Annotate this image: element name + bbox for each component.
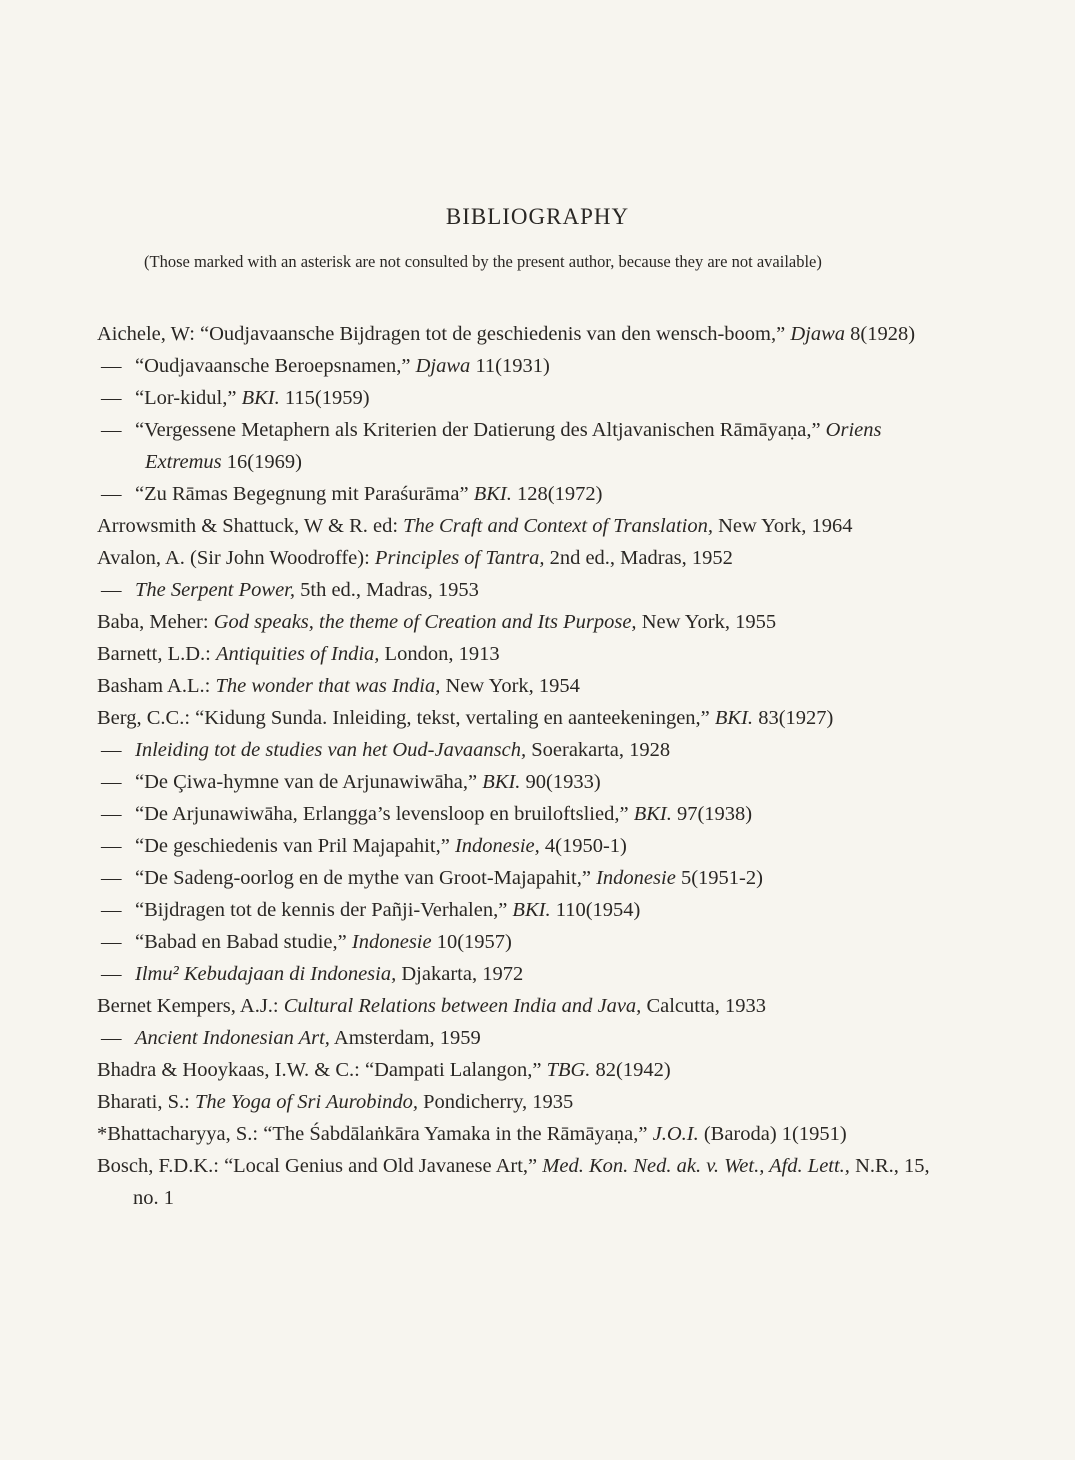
entry-title: Oriens Extremus (145, 419, 882, 473)
page-title: BIBLIOGRAPHY (445, 204, 630, 229)
bibliography-entry (97, 990, 937, 1022)
entry-text: N.R., 15, no. 1 (133, 1155, 930, 1209)
bibliography-entry (97, 766, 937, 798)
entry-text: “Oudjavaansche Beroepsnamen,” (135, 355, 416, 377)
ditto-dash: — (101, 931, 122, 953)
entry-text: New York, 1964 (712, 515, 853, 537)
entry-text: Amsterdam, 1959 (329, 1027, 481, 1049)
entry-text: London, 1913 (379, 643, 500, 665)
entry-text: 97(1938) (671, 803, 753, 825)
entry-text: Barnett, L.D.: (97, 643, 216, 665)
entry-title: Principles of Tantra, (374, 547, 545, 569)
bibliography-entry (97, 734, 937, 766)
entry-text: Pondicherry, 1935 (418, 1091, 574, 1113)
entry-text: “Vergessene Metaphern als Kriterien der Datierung des Altjavanischen Rāmāyaṇa,” (135, 419, 826, 441)
bibliography-entry (97, 926, 937, 958)
entry-title: The Serpent Power, (135, 579, 295, 601)
entry-text: Arrowsmith & Shattuck, W & R. ed: (97, 515, 404, 537)
entry-text: “Zu Rāmas Begegnung mit Paraśurāma” (135, 483, 474, 505)
ditto-dash: — (101, 579, 122, 601)
entry-text: “Babad en Babad studie,” (135, 931, 352, 953)
entry-title: The Craft and Context of Translation, (403, 515, 713, 537)
entry-title: BKI. (241, 387, 280, 409)
bibliography-entry (97, 1150, 937, 1214)
ditto-dash: — (101, 739, 122, 761)
entry-text: “De Çiwa-hymne van de Arjunawiwāha,” (135, 771, 483, 793)
entry-title: Ancient Indonesian Art, (135, 1027, 330, 1049)
entry-text: 10(1957) (431, 931, 512, 953)
entry-title: BKI. (482, 771, 521, 793)
ditto-dash: — (101, 387, 122, 409)
entry-title: J.O.I. (652, 1123, 699, 1145)
entry-text: Calcutta, 1933 (641, 995, 766, 1017)
entry-text: 90(1933) (520, 771, 601, 793)
bibliography-entry (97, 702, 937, 734)
bibliography-entry (97, 862, 937, 894)
entry-title: TBG. (546, 1059, 591, 1081)
ditto-dash: — (101, 771, 122, 793)
bibliography-entry (97, 638, 937, 670)
entry-title: BKI. (473, 483, 512, 505)
entry-title: Med. Kon. Ned. ak. v. Wet., Afd. Lett., (542, 1155, 850, 1177)
entry-text: Avalon, A. (Sir John Woodroffe): (97, 547, 375, 569)
bibliography-entry (97, 574, 937, 606)
bibliography-entry (97, 606, 937, 638)
entry-text: Djakarta, 1972 (396, 963, 524, 985)
bibliography-entry (97, 350, 937, 382)
entry-title: Indonesie, (454, 835, 540, 857)
entry-text: 115(1959) (279, 387, 370, 409)
entry-title: Cultural Relations between India and Java, (283, 995, 642, 1017)
bibliography-list (97, 318, 937, 1214)
entry-title: BKI. (714, 707, 754, 729)
ditto-dash: — (101, 899, 122, 921)
ditto-dash: — (101, 419, 122, 441)
bibliography-entry (97, 318, 937, 350)
entry-title: Indonesie (596, 867, 676, 889)
entry-title: The Yoga of Sri Aurobindo, (194, 1091, 419, 1113)
entry-text: (Baroda) 1(1951) (698, 1123, 847, 1145)
ditto-dash: — (101, 803, 122, 825)
entry-title: BKI. (633, 803, 672, 825)
entry-text: 2nd ed., Madras, 1952 (544, 547, 733, 569)
bibliography-entry (97, 1022, 937, 1054)
bibliography-entry (97, 414, 937, 478)
entry-text: “Bijdragen tot de kennis der Pañji-Verhalen,” (135, 899, 513, 921)
bibliography-entry (97, 830, 937, 862)
bibliography-note: (Those marked with an asterisk are not consulted by the present author, because they are not available) (144, 252, 822, 271)
entry-text: 5(1951-2) (675, 867, 763, 889)
ditto-dash: — (101, 835, 122, 857)
ditto-dash: — (101, 355, 122, 377)
entry-text: “De Sadeng-oorlog en de mythe van Groot-Majapahit,” (135, 867, 597, 889)
ditto-dash: — (101, 867, 122, 889)
bibliography-entry (97, 798, 937, 830)
entry-text: Bhadra & Hooykaas, I.W. & C.: “Dampati Lalangon,” (97, 1059, 547, 1081)
entry-text: 11(1931) (470, 355, 550, 377)
entry-text: New York, 1955 (636, 611, 777, 633)
entry-text: 16(1969) (221, 451, 302, 473)
entry-text: 110(1954) (550, 899, 641, 921)
entry-text: Soerakarta, 1928 (526, 739, 671, 761)
entry-text: “Lor-kidul,” (135, 387, 242, 409)
entry-text: Bharati, S.: (97, 1091, 195, 1113)
entry-title: The wonder that was India, (215, 675, 441, 697)
bibliography-entry (97, 382, 937, 414)
bibliography-entry (97, 958, 937, 990)
ditto-dash: — (101, 963, 122, 985)
entry-text: 128(1972) (511, 483, 603, 505)
ditto-dash: — (101, 1027, 122, 1049)
entry-text: 5th ed., Madras, 1953 (295, 579, 479, 601)
entry-text: *Bhattacharyya, S.: “The Śabdālaṅkāra Yamaka in the Rāmāyaṇa,” (97, 1123, 653, 1145)
entry-title: Djawa (415, 355, 471, 377)
bibliography-entry (97, 1118, 937, 1150)
entry-text: Bosch, F.D.K.: “Local Genius and Old Javanese Art,” (97, 1155, 543, 1177)
bibliography-entry (97, 510, 937, 542)
entry-text: Berg, C.C.: “Kidung Sunda. Inleiding, tekst, vertaling en aanteekeningen,” (97, 707, 715, 729)
ditto-dash: — (101, 483, 122, 505)
entry-title: God speaks, the theme of Creation and Its Purpose, (213, 611, 637, 633)
bibliography-entry (97, 670, 937, 702)
entry-text: Bernet Kempers, A.J.: (97, 995, 284, 1017)
entry-title: Indonesie (351, 931, 432, 953)
entry-text: 82(1942) (590, 1059, 671, 1081)
entry-title: Djawa (790, 323, 846, 345)
entry-title: Ilmu² Kebudajaan di Indonesia, (135, 963, 397, 985)
entry-text: Aichele, W: “Oudjavaansche Bijdragen tot de geschiedenis van den wensch-boom,” (97, 323, 791, 345)
entry-text: Basham A.L.: (97, 675, 216, 697)
bibliography-entry (97, 1086, 937, 1118)
entry-text: Baba, Meher: (97, 611, 214, 633)
bibliography-entry (97, 894, 937, 926)
entry-title: Antiquities of India, (216, 643, 380, 665)
entry-text: 8(1928) (845, 323, 916, 345)
entry-text: “De geschiedenis van Pril Majapahit,” (135, 835, 455, 857)
entry-title: Inleiding tot de studies van het Oud-Javaansch, (135, 739, 527, 761)
entry-title: BKI. (512, 899, 551, 921)
bibliography-entry (97, 478, 937, 510)
entry-text: New York, 1954 (440, 675, 580, 697)
entry-text: 83(1927) (753, 707, 834, 729)
bibliography-entry (97, 542, 937, 574)
entry-text: “De Arjunawiwāha, Erlangga’s levensloop en bruiloftslied,” (135, 803, 634, 825)
entry-text: 4(1950-1) (539, 835, 627, 857)
bibliography-entry (97, 1054, 937, 1086)
